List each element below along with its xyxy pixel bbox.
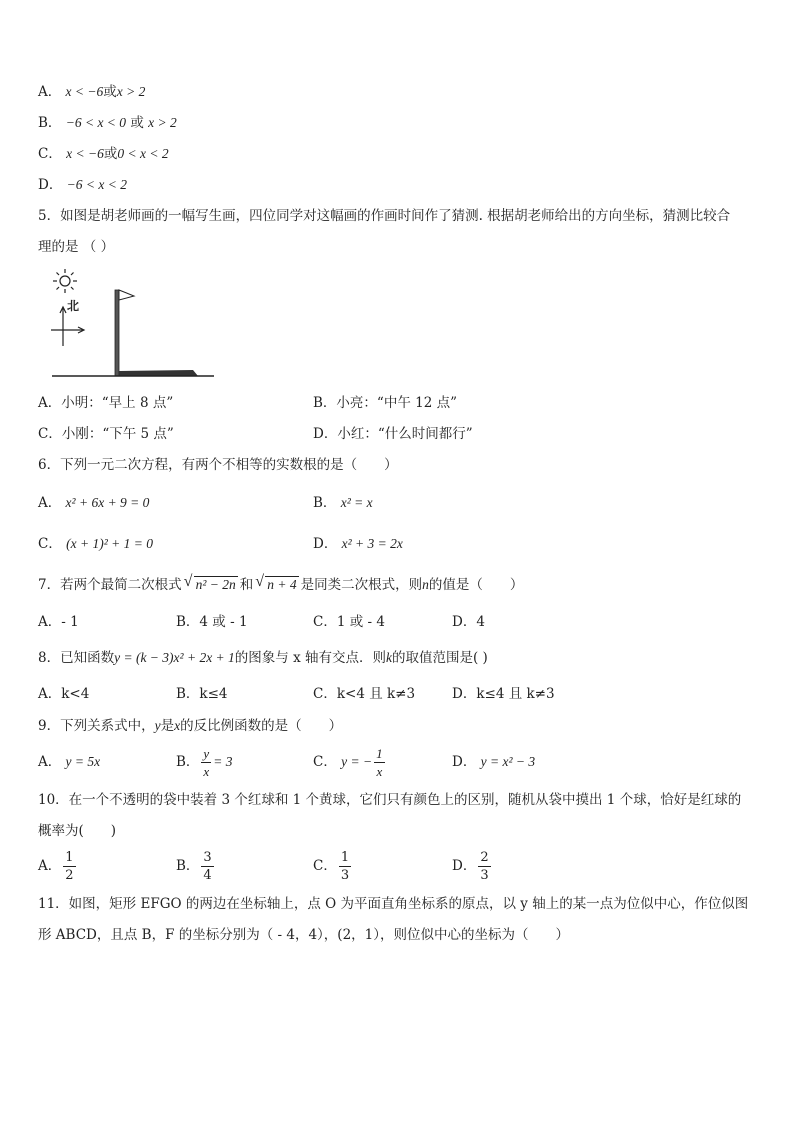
q4-option-c: C． x < −6或0 < x < 2 xyxy=(38,146,169,162)
radical-2: √ n + 4 xyxy=(255,573,297,592)
q10-option-c: C． $\frac{1}{3}$ xyxy=(313,850,350,883)
q9-option-c: C． y = − $\frac{1}{x}$ xyxy=(313,746,383,779)
fraction: $\frac{2}{3}$ xyxy=(480,850,489,883)
fraction: $\frac{y}{x}$ xyxy=(203,746,210,779)
q10-option-a: A． $\frac{1}{2}$ xyxy=(38,850,74,883)
q8-option-c: C．k<4 且 k≠3 xyxy=(313,686,416,702)
q7-option-b: B．4 或 - 1 xyxy=(176,614,248,630)
q6-option-a: A． x² + 6x + 9 = 0 xyxy=(38,495,150,511)
q9-option-b: B． $\frac{y}{x}$ = 3 xyxy=(176,746,233,779)
q6-option-c: C． (x + 1)² + 1 = 0 xyxy=(38,536,154,552)
q10-option-d: D． $\frac{2}{3}$ xyxy=(452,850,489,883)
q9-stem: 9．下列关系式中，y是x的反比例函数的是（ ） xyxy=(38,718,343,734)
q5-option-b: B．小亮：“中午 12 点” xyxy=(313,395,457,411)
q5-stem-line1: 5．如图是胡老师画的一幅写生画，四位同学对这幅画的作画时间作了猜测. 根据胡老师给出的方向坐标，猜测比较合 xyxy=(38,208,731,224)
q8-option-d: D．k≤4 且 k≠3 xyxy=(452,686,555,702)
q8-stem: 8．已知函数y = (k − 3)x² + 2x + 1的图象与 x 轴有交点．则k的取值范围是( ) xyxy=(38,650,488,666)
sun-icon xyxy=(53,269,77,293)
fraction: $\frac{1}{2}$ xyxy=(65,850,74,883)
q4-option-a: A． x < −6或x > 2 xyxy=(38,84,146,100)
q5-option-d: D．小红：“什么时间都行” xyxy=(313,426,473,442)
q4-option-b: B． −6 < x < 0 或 x > 2 xyxy=(38,115,177,131)
q5-option-a: A．小明：“早上 8 点” xyxy=(38,395,174,411)
fraction: $\frac{3}{4}$ xyxy=(203,850,212,883)
q6-option-b: B． x² = x xyxy=(313,495,373,511)
q5-option-c: C．小刚：“下午 5 点” xyxy=(38,426,174,442)
q8-option-a: A．k<4 xyxy=(38,686,90,702)
q7-stem: 7．若两个最简二次根式 √ n² − 2n 和 √ n + 4 是同类二次根式，则n的值是（ ） xyxy=(38,573,524,593)
q9-option-d: D． y = x² − 3 xyxy=(452,754,536,770)
radical-1: √ n² − 2n xyxy=(183,573,236,592)
q8-option-b: B．k≤4 xyxy=(176,686,228,702)
q9-option-a: A． y = 5x xyxy=(38,754,101,770)
q7-option-d: D．4 xyxy=(452,614,485,630)
q11-stem-line1: 11．如图，矩形 EFGO 的两边在坐标轴上，点 O 为平面直角坐标系的原点，以 y 轴上的某一点为位似中心，作位似图 xyxy=(38,896,749,912)
fraction: $\frac{1}{3}$ xyxy=(340,850,350,883)
q10-option-b: B． $\frac{3}{4}$ xyxy=(176,850,212,883)
q7-option-c: C．1 或 - 4 xyxy=(313,614,385,630)
q6-option-d: D． x² + 3 = 2x xyxy=(313,536,403,552)
q10-stem-line2: 概率为( ) xyxy=(38,823,117,839)
q7-option-a: A．- 1 xyxy=(38,614,79,630)
q6-stem: 6．下列一元二次方程，有两个不相等的实数根的是（ ） xyxy=(38,457,398,473)
compass-north-label: 北 xyxy=(67,299,80,313)
q10-stem-line1: 10．在一个不透明的袋中装着 3 个红球和 1 个黄球，它们只有颜色上的区别，随机从袋中摸出 1 个球，恰好是红球的 xyxy=(38,792,742,808)
q5-sketch-figure xyxy=(48,266,218,382)
fraction: $\frac{1}{x}$ xyxy=(376,746,383,779)
q4-option-d: D． −6 < x < 2 xyxy=(38,177,127,193)
q5-stem-line2: 理的是 （ ） xyxy=(38,239,115,255)
q11-stem-line2: 形 ABCD，且点 B，F 的坐标分别为（ - 4，4），(2，1），则位似中心的坐标为（ ） xyxy=(38,927,570,943)
